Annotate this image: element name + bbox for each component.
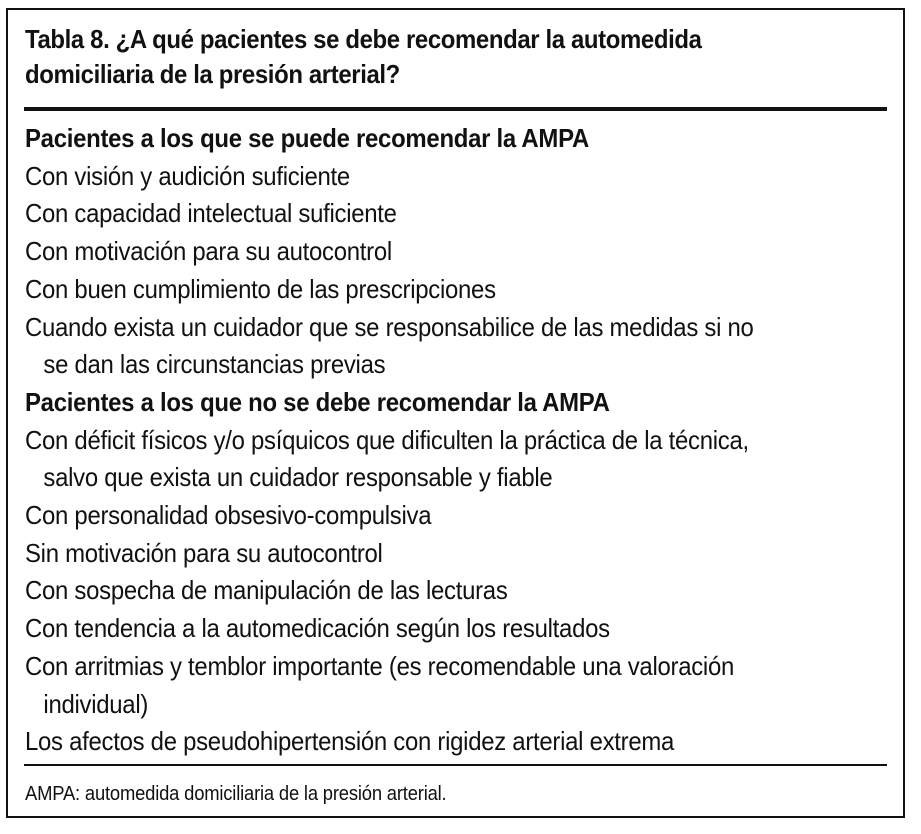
list-item: Con déficit físicos y/o psíquicos que dificulten la práctica de la técnica, — [25, 424, 749, 455]
footer-divider — [24, 764, 887, 766]
list-item: Con visión y audición suficiente — [25, 160, 350, 191]
list-item: Sin motivación para su autocontrol — [25, 537, 383, 568]
table-title-line-1: Tabla 8. ¿A qué pacientes se debe recomendar la automedida — [25, 24, 702, 54]
table-frame — [6, 8, 905, 818]
list-item: Los afectos de pseudohipertensión con rigidez arterial extrema — [25, 726, 675, 757]
list-item-continuation: salvo que exista un cuidador responsable y fiable — [43, 462, 553, 493]
list-item-continuation: individual) — [43, 688, 149, 719]
list-item: Con personalidad obsesivo-compulsiva — [25, 500, 432, 531]
table-title-line-2: domiciliaria de la presión arterial? — [25, 59, 400, 89]
table-footnote: AMPA: automedida domiciliaria de la presión arterial. — [25, 783, 447, 805]
list-item: Con arritmias y temblor importante (es recomendable una valoración — [25, 650, 735, 681]
section-heading-not-recommend: Pacientes a los que no se debe recomendar la AMPA — [25, 386, 610, 417]
list-item: Con capacidad intelectual suficiente — [25, 198, 397, 229]
table-body — [25, 120, 871, 761]
list-item: Con sospecha de manipulación de las lecturas — [25, 575, 508, 606]
list-item: Cuando exista un cuidador que se responsabilice de las medidas si no — [25, 311, 754, 342]
table-title — [25, 22, 816, 92]
list-item-continuation: se dan las circunstancias previas — [43, 349, 386, 380]
list-item: Con buen cumplimiento de las prescripciones — [25, 273, 496, 304]
header-divider — [24, 107, 887, 111]
list-item: Con motivación para su autocontrol — [25, 236, 392, 267]
list-item: Con tendencia a la automedicación según los resultados — [25, 613, 610, 644]
section-heading-recommend: Pacientes a los que se puede recomendar la AMPA — [25, 123, 589, 153]
